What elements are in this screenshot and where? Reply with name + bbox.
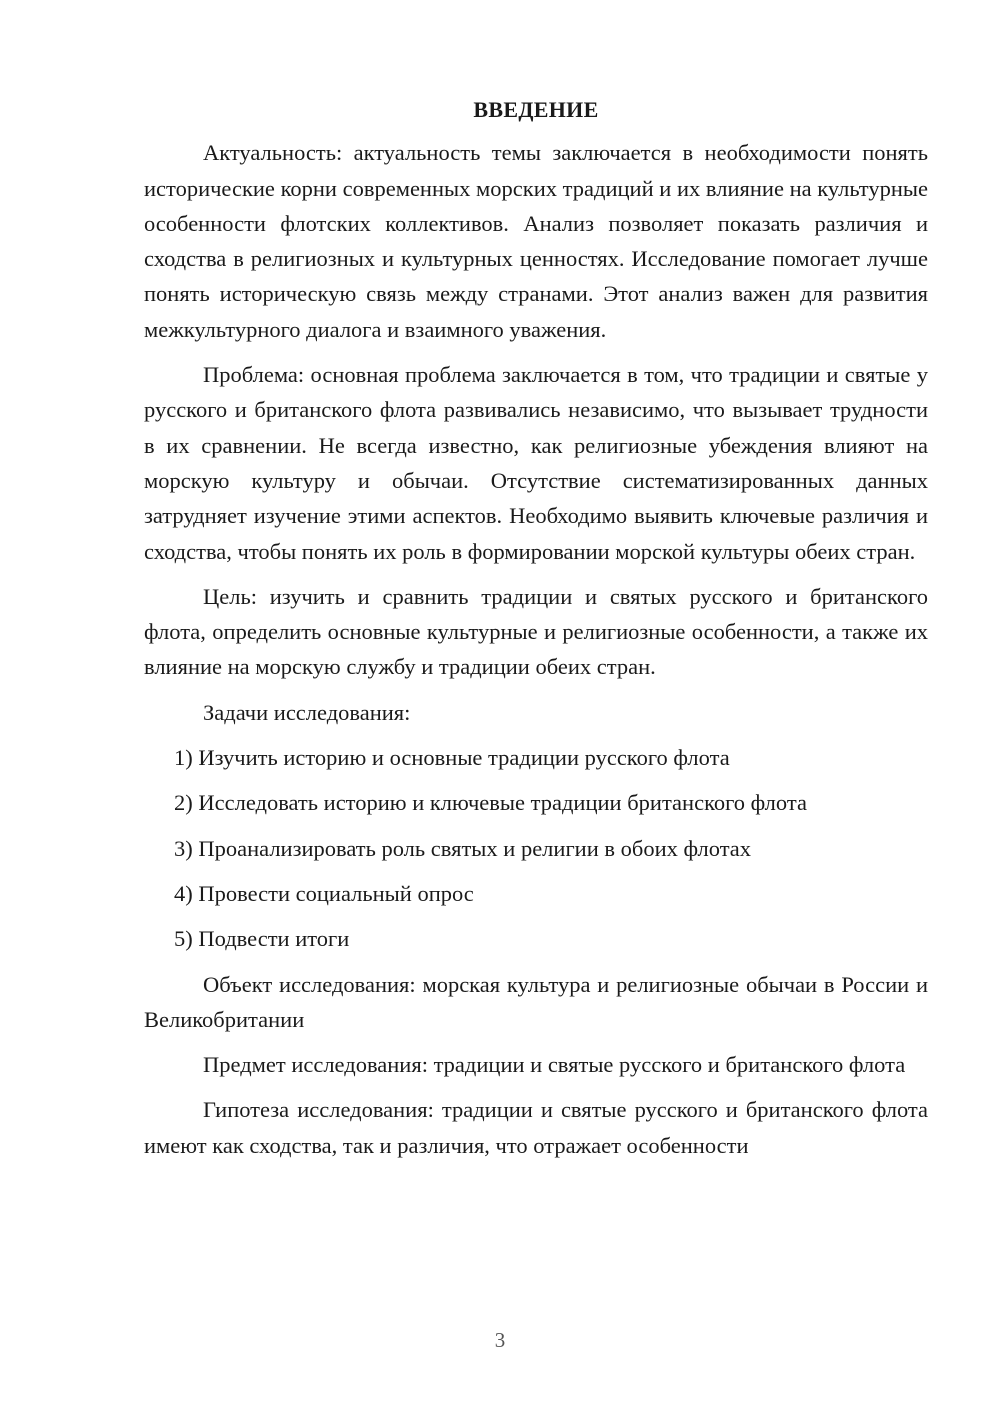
tasks-list	[144, 740, 928, 956]
list-item: 2) Исследовать историю и ключевые традиции британского флота	[174, 790, 807, 816]
page-title: ВВЕДЕНИЕ	[473, 97, 599, 122]
hypothesis-paragraph: Гипотеза исследования: традиции и святые русского и британского флота имеют как сходства, так и различия, что отражает особенности	[144, 1097, 928, 1158]
page-number: 3	[494, 1328, 506, 1352]
list-item: 4) Провести социальный опрос	[174, 880, 474, 906]
list-item: 5) Подвести итоги	[174, 926, 350, 952]
tasks-intro: Задачи исследования:	[203, 699, 411, 725]
subject-paragraph: Предмет исследования: традиции и святые русского и британского флота	[203, 1052, 906, 1078]
relevance-paragraph: Актуальность: актуальность темы заключается в необходимости понять исторические корни современных морских традиций и их влияние на культурные особенности флотских коллективов. Анализ позволяет показать различия и сходства в религиозных и культурных ценностях. Исследование помогает лучше понять историческую связь между странами. Этот анализ важен для развития межкультурного диалога и взаимного уважения.	[144, 140, 928, 342]
problem-paragraph: Проблема: основная проблема заключается в том, что традиции и святые у русского и британского флота развивались независимо, что вызывает трудности в их сравнении. Не всегда известно, как религиозные убеждения влияют на морскую культуру и обычаи. Отсутствие систематизированных данных затрудняет изучение этими аспектов. Необходимо выявить ключевые различия и сходства, чтобы понять их роль в формировании морской культуры обеих стран.	[144, 362, 928, 564]
list-item: 1) Изучить историю и основные традиции русского флота	[174, 745, 730, 771]
document-page	[144, 92, 928, 1173]
goal-paragraph: Цель: изучить и сравнить традиции и святых русского и британского флота, определить основные культурные и религиозные особенности, а также их влияние на морскую службу и традиции обеих стран.	[144, 583, 928, 680]
object-paragraph: Объект исследования: морская культура и религиозные обычаи в России и Великобритании	[144, 971, 928, 1032]
list-item: 3) Проанализировать роль святых и религии в обоих флотах	[174, 835, 752, 861]
